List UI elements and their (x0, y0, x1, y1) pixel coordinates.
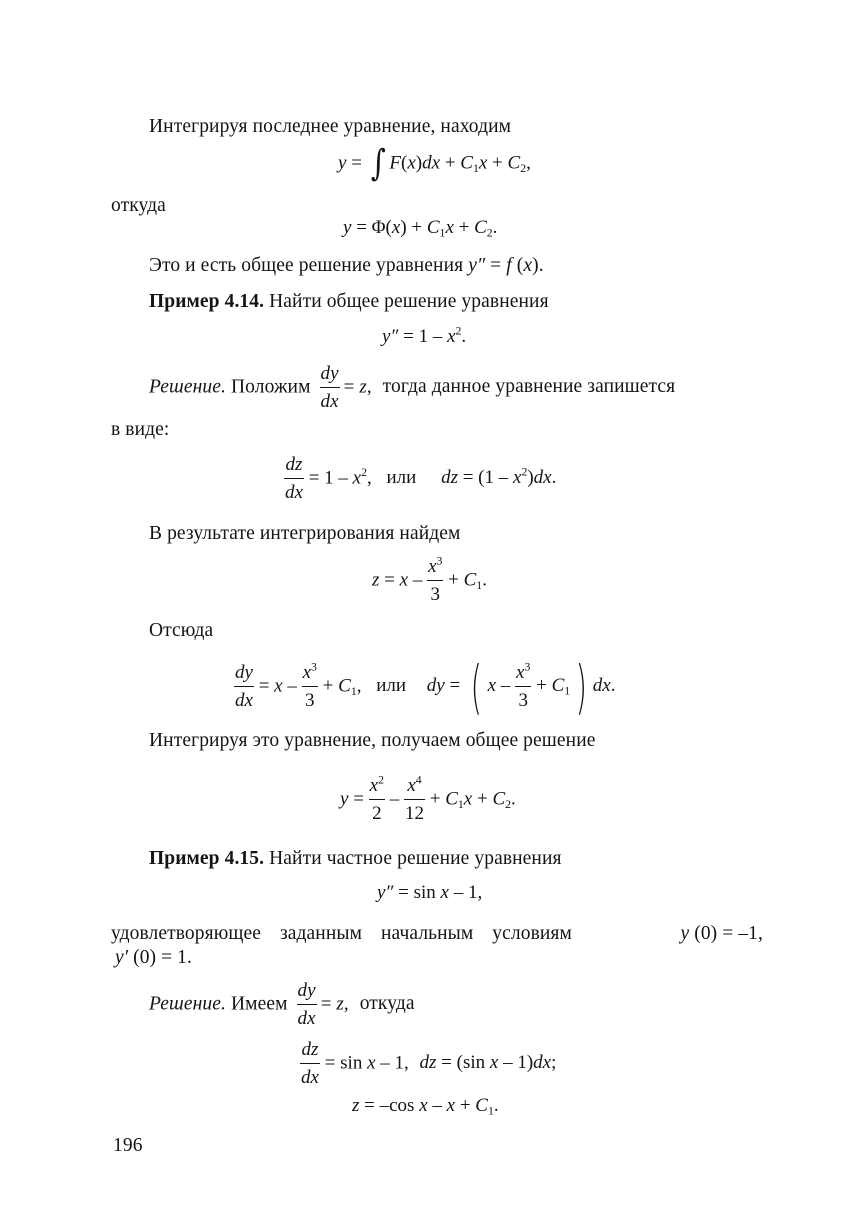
formula-ex15-equation: y″ = sin x – 1, (377, 882, 483, 903)
formula-z: z = x – $\frac{x^3}{3}$ + $C_1$. (372, 554, 487, 605)
solution-ex14: Решение. Положим $\frac{dy}{dx}$ = z, тогда данное уравнение запишется (149, 363, 676, 412)
formula-general-solution: y = $\frac{x^2}{2}$ – $\frac{x^4}{12}$ + $C_1x + C_2$. (340, 773, 516, 824)
paragraph-general-solution: Это и есть общее решение уравнения y″ = f (x). (149, 255, 544, 276)
word-whence: откуда (111, 195, 166, 216)
paragraph-integrating-2: Интегрируя это уравнение, получаем общее решение (149, 730, 596, 751)
formula-integral: y = ∫ $F(x)dx + C_1x + C_2$, (338, 143, 531, 184)
formula-dz-sin: $\frac{dz}{dx}$ = sin x – 1, dz = (sin x – 1)dx; (301, 1039, 557, 1088)
formula-z-cos: z = –cos $x - x + C_1$. (352, 1095, 499, 1118)
initial-condition-derivative: y′ (0) = 1. (115, 947, 193, 968)
solution-ex15: Решение. Имеем $\frac{dy}{dx}$ = z, откуда (149, 980, 415, 1029)
formula-ex14-equation: $y'' = 1 - x^2$. (382, 324, 467, 347)
word-in-form: в виде: (111, 419, 170, 440)
paragraph-integrating: Интегрируя последнее уравнение, находим (149, 116, 512, 137)
word-hence: Отсюда (149, 620, 214, 641)
formula-dy-dx: $\frac{dy}{dx}$ = x – $\frac{x^3}{3}$ + $C_1$, или dy = ( x – $\frac{x^3}{3}$ + $C_1$) dx. (235, 653, 616, 721)
formula-dz-dx: $\frac{dz}{dx}$ = $1 - x^2$, или dz = $(1 - x^2)dx$. (285, 454, 557, 503)
example-4-14-heading: Пример 4.14. Найти общее решение уравнения (149, 291, 549, 312)
paragraph-integration-result: В результате интегрирования найдем (149, 523, 461, 544)
formula-phi: $y = \Phi(x) + C_1x + C_2$. (343, 217, 498, 240)
example-4-15-heading: Пример 4.15. Найти частное решение уравнения (149, 848, 562, 869)
paragraph-initial-conditions: удовлетворяющее заданным начальным условиям y (0) = –1, (111, 923, 763, 944)
page-number: 196 (113, 1135, 143, 1156)
